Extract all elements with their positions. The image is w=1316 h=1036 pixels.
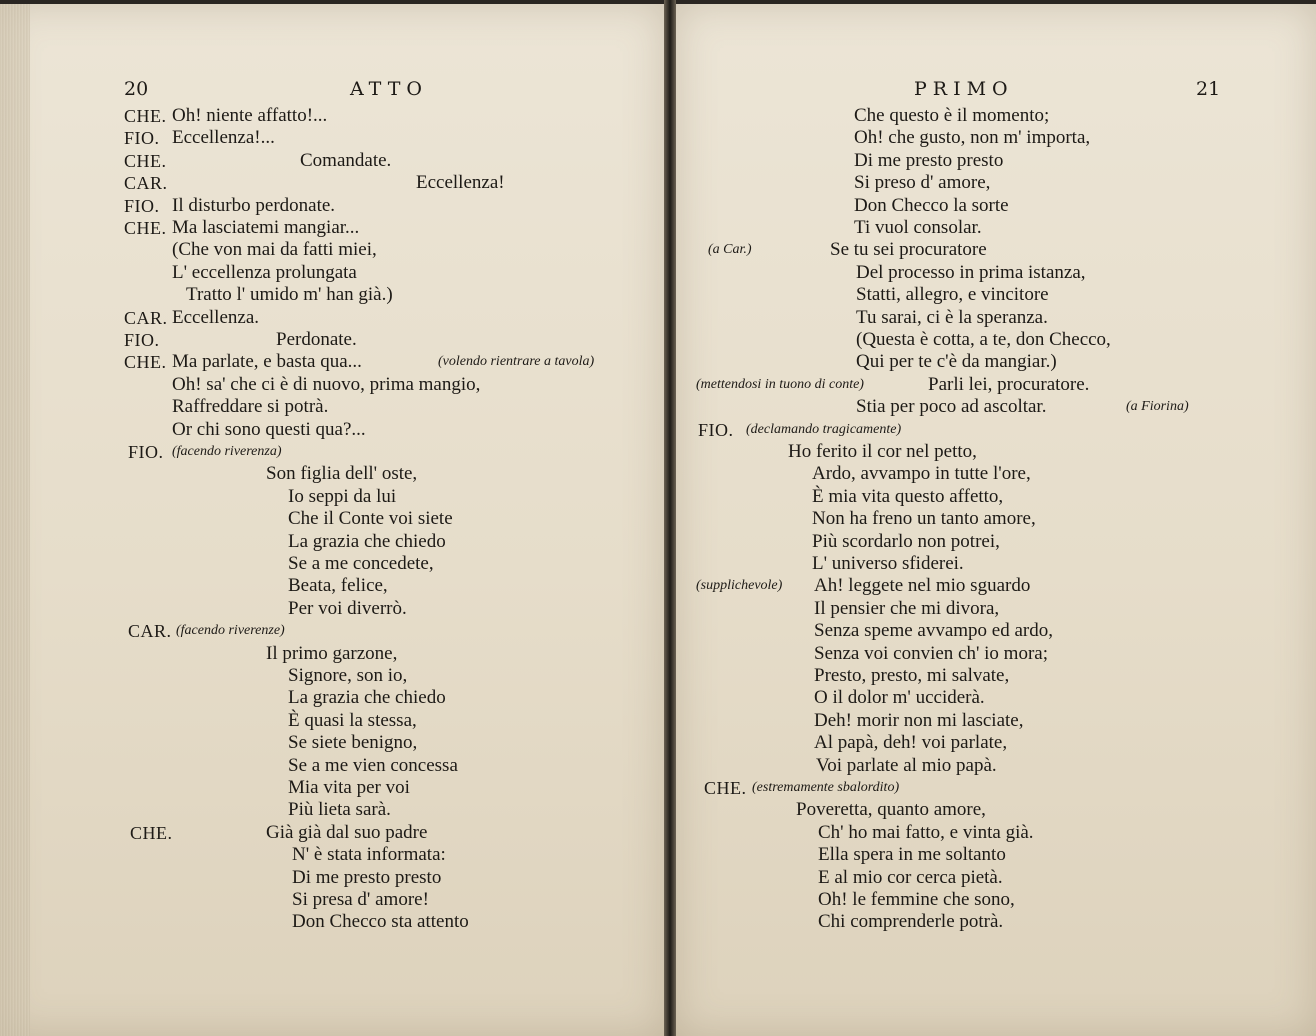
speaker-name: CHE. <box>124 352 167 373</box>
verse-line: Don Checco sta attento <box>292 911 469 933</box>
verse-line: Più scordarlo non potrei, <box>812 530 1000 552</box>
verse-line: Ardo, avvampo in tutte l'ore, <box>812 463 1031 485</box>
verse-line: Oh! niente affatto!... <box>172 105 328 126</box>
verse-line: N' è stata informata: <box>292 844 446 866</box>
verse-line: O il dolor m' ucciderà. <box>814 687 985 709</box>
speaker-name: FIO. <box>128 442 164 462</box>
verse-line: Poveretta, quanto amore, <box>796 799 986 821</box>
stage-direction: (a Fiorina) <box>1126 399 1189 415</box>
verse-line: Signore, son io, <box>288 665 408 686</box>
stage-direction: (supplichevole) <box>696 578 783 594</box>
verse-line: Si presa d' amore! <box>292 889 429 910</box>
verse-line: E al mio cor cerca pietà. <box>818 866 1003 888</box>
stage-direction: (estremamente sbalordito) <box>752 780 900 795</box>
speaker-name: CHE. <box>704 778 747 798</box>
page-number: 21 <box>1196 78 1221 100</box>
verse-line: Io seppi da lui <box>288 485 397 507</box>
speaker-name: CHE. <box>130 822 173 843</box>
verse-line: Eccellenza. <box>172 306 260 328</box>
verse-line: Ch' ho mai fatto, e vinta già. <box>818 821 1034 843</box>
verse-line: Che il Conte voi siete <box>288 508 453 530</box>
verse-line: Parli lei, procuratore. <box>928 373 1090 395</box>
verse-line: L' universo sfiderei. <box>812 553 964 574</box>
verse-line: Mia vita per voi <box>288 777 410 798</box>
verse-line: Per voi diverrò. <box>288 597 407 619</box>
verse-line: Tratto l' umido m' han già.) <box>186 284 393 306</box>
verse-line: Oh! le femmine che sono, <box>818 889 1015 910</box>
verse-line: Ella spera in me soltanto <box>818 844 1006 866</box>
speaker-name: CAR. <box>124 173 168 194</box>
stage-direction: (mettendosi in tuono di conte) <box>696 376 864 392</box>
speaker-name: CHE. <box>124 150 167 171</box>
verse-line: Don Checco la sorte <box>854 194 1009 216</box>
verse-line: Che questo è il momento; <box>854 105 1050 126</box>
verse-line: Del processo in prima istanza, <box>856 261 1086 283</box>
verse-line: Il disturbo perdonate. <box>172 194 336 216</box>
verse-line: Se tu sei procuratore <box>830 239 987 261</box>
verse-line: Tu sarai, ci è la speranza. <box>856 306 1048 328</box>
verse-line: Son figlia dell' oste, <box>266 463 418 485</box>
verse-line: Ma lasciatemi mangiar... <box>172 217 360 238</box>
stage-direction: (declamando tragicamente) <box>746 421 902 437</box>
verse-line: Si preso d' amore, <box>854 172 991 194</box>
right-page <box>676 4 1316 1036</box>
verse-line: Senza voi convien ch' io mora; <box>814 642 1048 664</box>
verse-line: Non ha freno un tanto amore, <box>812 508 1036 530</box>
running-head: ATTO <box>350 78 428 100</box>
book-gutter <box>664 0 676 1036</box>
speaker-name: FIO. <box>124 330 160 350</box>
speaker-name: CHE. <box>124 218 167 238</box>
verse-line: Qui per te c'è da mangiar.) <box>856 351 1057 373</box>
speaker-name: FIO. <box>698 419 734 440</box>
verse-line: Ma parlate, e basta qua... <box>172 351 362 373</box>
verse-line: È quasi la stessa, <box>288 709 417 731</box>
verse-line: Eccellenza! <box>416 172 505 194</box>
verse-line: Il pensier che mi divora, <box>814 597 1000 619</box>
verse-line: Comandate. <box>300 149 392 171</box>
verse-line: Ho ferito il cor nel petto, <box>788 441 977 462</box>
running-head: PRIMO <box>914 78 1014 100</box>
speaker-name: CHE. <box>124 106 167 126</box>
verse-line: Senza speme avvampo ed ardo, <box>814 620 1053 642</box>
verse-line: Deh! morir non mi lasciate, <box>814 709 1024 731</box>
stage-direction: (facendo riverenza) <box>172 444 282 459</box>
verse-line: Di me presto presto <box>292 866 442 888</box>
verse-line: Raffreddare si potrà. <box>172 396 329 418</box>
stage-direction: (volendo rientrare a tavola) <box>438 354 595 370</box>
verse-line: Statti, allegro, e vincitore <box>856 284 1049 306</box>
verse-line: Oh! sa' che ci è di nuovo, prima mangio, <box>172 373 481 395</box>
speaker-name: FIO. <box>124 195 160 216</box>
verse-line: Presto, presto, mi salvate, <box>814 665 1010 686</box>
stage-direction: (facendo riverenze) <box>176 623 285 639</box>
verse-line: Più lieta sarà. <box>288 799 391 821</box>
verse-line: Il primo garzone, <box>266 642 398 664</box>
verse-line: Voi parlate al mio papà. <box>816 754 997 776</box>
page-number: 20 <box>124 78 149 100</box>
verse-line: (Questa è cotta, a te, don Checco, <box>856 329 1111 350</box>
verse-line: La grazia che chiedo <box>288 530 446 552</box>
verse-line: Se siete benigno, <box>288 732 418 754</box>
verse-line: Ah! leggete nel mio sguardo <box>814 575 1031 597</box>
left-page <box>0 4 664 1036</box>
speaker-name: FIO. <box>124 128 160 149</box>
verse-line: Chi comprenderle potrà. <box>818 911 1004 933</box>
verse-line: Oh! che gusto, non m' importa, <box>854 127 1091 149</box>
verse-line: Stia per poco ad ascoltar. <box>856 396 1047 418</box>
verse-line: L' eccellenza prolungata <box>172 261 357 283</box>
verse-line: (Che von mai da fatti miei, <box>172 239 377 261</box>
verse-line: Eccellenza!... <box>172 127 275 149</box>
speaker-name: CAR. <box>124 307 168 328</box>
verse-line: Già già dal suo padre <box>266 821 428 843</box>
verse-line: Or chi sono questi qua?... <box>172 418 366 440</box>
verse-line: Al papà, deh! voi parlate, <box>814 732 1008 754</box>
page-edges <box>0 4 30 1036</box>
verse-line: Ti vuol consolar. <box>854 217 982 238</box>
verse-line: Beata, felice, <box>288 575 388 597</box>
verse-line: La grazia che chiedo <box>288 687 446 709</box>
verse-line: Se a me vien concessa <box>288 754 458 776</box>
verse-line: Se a me concedete, <box>288 553 434 574</box>
verse-line: Di me presto presto <box>854 149 1004 171</box>
verse-line: È mia vita questo affetto, <box>812 485 1004 507</box>
verse-line: Perdonate. <box>276 329 357 350</box>
speaker-name: CAR. <box>128 621 172 642</box>
stage-direction: (a Car.) <box>708 242 752 258</box>
